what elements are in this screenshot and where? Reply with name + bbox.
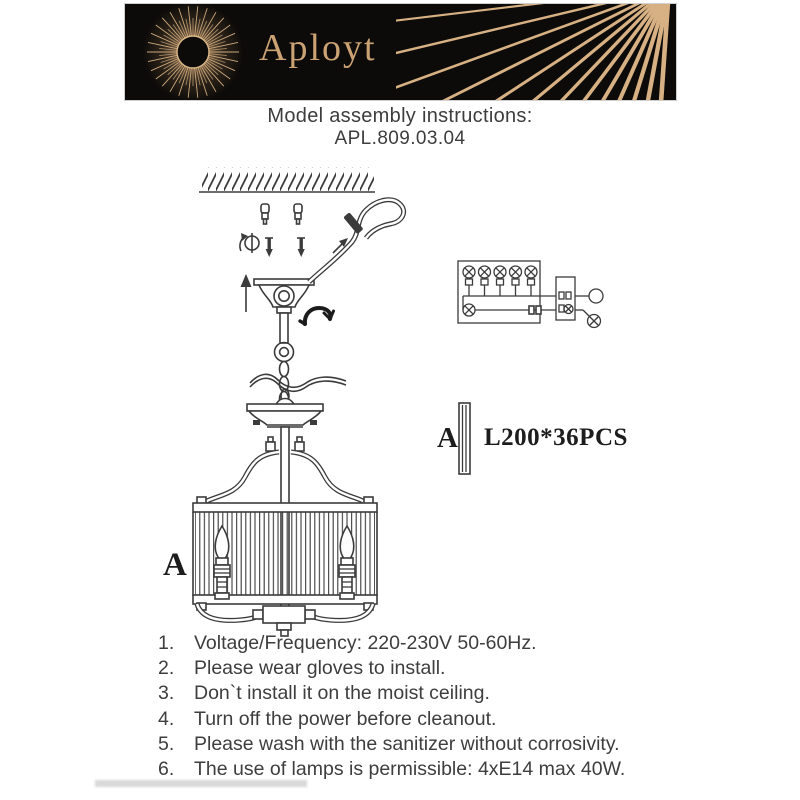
ring-terminal-icon [589,289,603,303]
item-text: Please wash with the sanitizer without corrosivity. [194,732,620,755]
item-text: Turn off the power before cleanout. [194,707,497,730]
item-number: 1. [158,632,175,654]
chain-links [275,343,294,407]
lamp-symbols [463,266,537,316]
screw-rotate-icon [240,233,259,253]
instructions-list [158,631,698,782]
power-wire [309,200,404,282]
part-label-a-left: A [163,547,187,583]
canopy [247,389,323,427]
item-number: 4. [158,707,175,730]
list-item [158,732,698,757]
item-number: 6. [158,758,175,781]
rod-spec-label: L200*36PCS [484,424,628,451]
arrow-up-icon [241,274,252,312]
ceiling-hatch [199,167,375,192]
candle-bulb-left [214,526,230,599]
list-item [158,757,698,782]
candle-bulb-right [339,526,355,599]
page-title: Model assembly instructions: [267,105,533,127]
item-text: The use of lamps is permissible: 4xE14 max 40W. [194,758,626,781]
item-number: 3. [158,682,175,705]
hook-tool-icon [300,308,334,324]
wall-anchor-icons [261,204,302,224]
model-number: APL.809.03.04 [334,128,466,149]
screw-icons [265,238,305,257]
item-text: Don`t install it on the moist ceiling. [194,682,490,705]
part-label-a-right: A [437,422,458,454]
crystal-rod-piece [459,403,470,474]
list-item [158,707,698,732]
list-item [158,681,698,706]
list-item [158,656,698,681]
brand-name: Aployt [259,27,377,69]
lamp-symbol-end [588,315,601,328]
item-text: Voltage/Frequency: 220-230V 50-60Hz. [194,632,537,654]
item-number: 2. [158,657,175,680]
hanging-cord [250,374,346,391]
ceiling-bracket [254,279,314,343]
item-number: 5. [158,732,175,755]
item-text: Please wear gloves to install. [194,657,446,680]
wiring-diagram [458,261,603,328]
scan-artifact [95,780,307,787]
list-item [158,631,698,656]
